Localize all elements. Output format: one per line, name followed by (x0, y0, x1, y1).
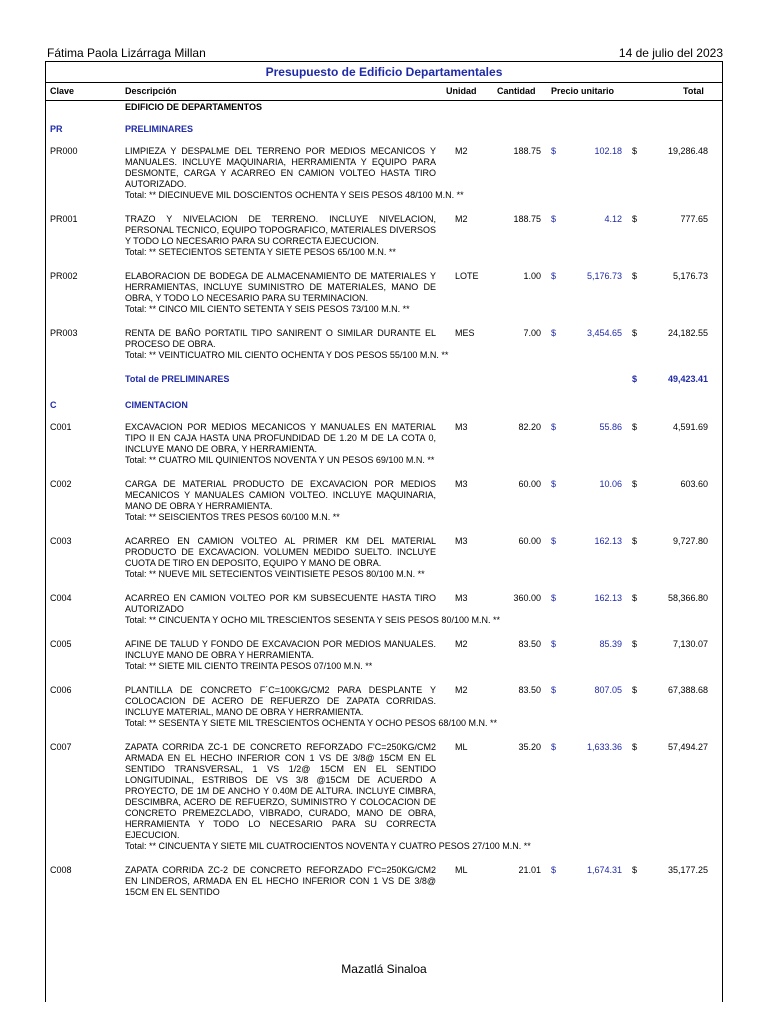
item-description: RENTA DE BAÑO PORTATIL TIPO SANIRENT O SIMILAR DURANTE EL PROCESO DE OBRA. (125, 328, 436, 349)
item-total: 24,182.55 (667, 328, 708, 338)
currency-symbol: $ (632, 742, 638, 752)
item-description: ELABORACION DE BODEGA DE ALMACENAMIENTO DE MATERIALES Y HERRAMIENTAS, INCLUYE SUMINISTRO DE MATERIALES, MANO DE OBRA, Y TODO LO NECESARIO PARA SU TERMINACION. (125, 271, 436, 303)
item-unit: ML (455, 865, 468, 875)
item-code: C007 (50, 742, 72, 752)
item-unit-price: 4.12 (604, 214, 622, 224)
item-code: C002 (50, 479, 72, 489)
item-code: PR002 (50, 271, 78, 281)
table-row (46, 479, 722, 536)
item-quantity: 82.20 (518, 422, 541, 432)
currency-symbol: $ (632, 328, 638, 338)
item-total-in-words: Total: ** SEISCIENTOS TRES PESOS 60/100 M.N. ** (125, 512, 340, 522)
document-date: 14 de julio del 2023 (618, 46, 723, 60)
item-unit: M2 (455, 214, 468, 224)
item-total: 9,727.80 (672, 536, 708, 546)
table-row (46, 865, 722, 911)
item-quantity: 83.50 (518, 685, 541, 695)
item-quantity: 188.75 (513, 146, 541, 156)
col-descripcion: Descripción (125, 86, 177, 96)
item-quantity: 83.50 (518, 639, 541, 649)
table-row (46, 422, 722, 479)
currency-symbol: $ (551, 685, 557, 695)
footer-location: Mazatlá Sinaloa (341, 962, 427, 976)
section-header-row (46, 124, 722, 146)
item-description: TRAZO Y NIVELACION DE TERRENO. INCLUYE NIVELACION, PERSONAL TECNICO, EQUIPO TOPOGRAFICO, MATERIALES DIVERSOS Y TODO LO NECESARIO PARA SU CORRECTA EJECUCION. (125, 214, 436, 246)
currency-symbol: $ (551, 146, 557, 156)
item-total-in-words: Total: ** CINCUENTA Y OCHO MIL TRESCIENTOS SESENTA Y SEIS PESOS 80/100 M.N. ** (125, 615, 500, 625)
item-code: PR000 (50, 146, 78, 156)
item-quantity: 188.75 (513, 214, 541, 224)
section-total-value: 49,423.41 (667, 374, 708, 384)
col-total: Total (683, 86, 704, 96)
currency-symbol: $ (551, 742, 557, 752)
currency-symbol: $ (632, 639, 638, 649)
currency-symbol: $ (551, 865, 557, 875)
item-total-in-words: Total: ** NUEVE MIL SETECIENTOS VEINTISIETE PESOS 80/100 M.N. ** (125, 569, 425, 579)
item-code: C006 (50, 685, 72, 695)
table-row (46, 271, 722, 328)
table-row (46, 214, 722, 271)
item-unit: LOTE (455, 271, 479, 281)
item-quantity: 360.00 (513, 593, 541, 603)
item-description: ACARREO EN CAMION VOLTEO POR KM SUBSECUENTE HASTA TIRO AUTORIZADO (125, 593, 436, 614)
currency-symbol: $ (632, 214, 638, 224)
table-row (46, 146, 722, 214)
item-quantity: 60.00 (518, 536, 541, 546)
table-row (46, 639, 722, 685)
item-unit: M2 (455, 639, 468, 649)
item-unit-price: 162.13 (594, 536, 622, 546)
currency-symbol: $ (551, 639, 557, 649)
currency-symbol: $ (632, 374, 638, 384)
item-total-in-words: Total: ** CINCO MIL CIENTO SETENTA Y SEIS PESOS 73/100 M.N. ** (125, 304, 410, 314)
item-unit-price: 1,633.36 (586, 742, 622, 752)
project-label-row (46, 102, 722, 120)
col-precio-unitario: Precio unitario (551, 86, 615, 96)
item-total: 603.60 (680, 479, 708, 489)
table-row (46, 742, 722, 865)
item-unit-price: 807.05 (594, 685, 622, 695)
item-total: 35,177.25 (667, 865, 708, 875)
item-total: 57,494.27 (667, 742, 708, 752)
col-cantidad: Cantidad (497, 86, 536, 96)
currency-symbol: $ (632, 422, 638, 432)
item-code: C003 (50, 536, 72, 546)
item-quantity: 60.00 (518, 479, 541, 489)
section-code: PR (50, 124, 63, 134)
table-body (46, 102, 722, 911)
item-code: C004 (50, 593, 72, 603)
item-quantity: 21.01 (518, 865, 541, 875)
currency-symbol: $ (632, 271, 638, 281)
currency-symbol: $ (632, 479, 638, 489)
item-unit-price: 55.86 (599, 422, 622, 432)
item-unit-price: 102.18 (594, 146, 622, 156)
item-quantity: 35.20 (518, 742, 541, 752)
item-unit: MES (455, 328, 475, 338)
item-unit: M3 (455, 593, 468, 603)
currency-symbol: $ (632, 865, 638, 875)
item-code: PR001 (50, 214, 78, 224)
item-unit-price: 85.39 (599, 639, 622, 649)
table-row (46, 328, 722, 374)
item-code: C008 (50, 865, 72, 875)
item-unit: M3 (455, 479, 468, 489)
item-unit-price: 3,454.65 (586, 328, 622, 338)
table-row (46, 593, 722, 639)
item-description: ZAPATA CORRIDA ZC-2 DE CONCRETO REFORZADO F'C=250KG/CM2 EN LINDEROS, ARMADA EN EL HECHO INFERIOR CON 1 VS DE 3/8@ 15CM EN EL SENTIDO (125, 865, 436, 897)
column-header-row (46, 82, 722, 101)
section-header-row (46, 400, 722, 422)
item-description: ZAPATA CORRIDA ZC-1 DE CONCRETO REFORZADO F'C=250KG/CM2 ARMADA EN EL HECHO INFERIOR CON 1 VS DE 3/8@ 15CM EN EL SENTIDO TRANSVERSAL, 1 VS 1/2@ 15CM EN EL SENTIDO LONGITUDINAL, ESTRIBOS DE VS 3/8 @15CM DE ACUERDO A PROYECTO, DE 1M DE ANCHO Y 0.40M DE ALTURA. INCLUYE CIMBRA, DESCIMBRA, ACERO DE REFUERZO, SUMINISTRO Y COLOCACION DE CONCRETO PREMEZCLADO, VIBRADO, CURADO, MANO DE OBRA, HERRAMIENTA Y TODO LO NECESARIO PARA SU CORRECTA EJECUCION. (125, 742, 436, 840)
currency-symbol: $ (632, 536, 638, 546)
section-name: CIMENTACION (125, 400, 188, 410)
item-code: PR003 (50, 328, 78, 338)
item-code: C005 (50, 639, 72, 649)
table-row (46, 536, 722, 593)
currency-symbol: $ (632, 593, 638, 603)
item-description: PLANTILLA DE CONCRETO F´C=100KG/CM2 PARA DESPLANTE Y COLOCACION DE ACERO DE REFUERZO DE ZAPATA CORRIDAS. INCLUYE MATERIAL, MANO DE OBRA Y HERRAMIENTA. (125, 685, 436, 717)
item-quantity: 1.00 (523, 271, 541, 281)
section-name: PRELIMINARES (125, 124, 194, 134)
item-description: EXCAVACION POR MEDIOS MECANICOS Y MANUALES EN MATERIAL TIPO II EN CAJA HASTA UNA PROFUNDIDAD DE 1.20 M DE LA COTA 0, INCLUYE MANO DE OBRA, Y HERRAMIENTA. (125, 422, 436, 454)
section-total-row (46, 374, 722, 396)
item-total-in-words: Total: ** CUATRO MIL QUINIENTOS NOVENTA Y UN PESOS 69/100 M.N. ** (125, 455, 435, 465)
item-unit-price: 10.06 (599, 479, 622, 489)
item-total: 777.65 (680, 214, 708, 224)
item-unit: ML (455, 742, 468, 752)
currency-symbol: $ (632, 685, 638, 695)
item-unit-price: 5,176.73 (586, 271, 622, 281)
item-description: ACARREO EN CAMION VOLTEO AL PRIMER KM DEL MATERIAL PRODUCTO DE EXCAVACION. VOLUMEN MEDIDO SUELTO. INCLUYE CUOTA DE TIRO EN DEPOSITO, EQUIPO Y MANO DE OBRA. (125, 536, 436, 568)
item-unit: M2 (455, 146, 468, 156)
item-description: AFINE DE TALUD Y FONDO DE EXCAVACION POR MEDIOS MANUALES. INCLUYE MANO DE OBRA Y HERRAMIENTA. (125, 639, 436, 660)
item-total-in-words: Total: ** SESENTA Y SIETE MIL TRESCIENTOS OCHENTA Y OCHO PESOS 68/100 M.N. ** (125, 718, 497, 728)
item-total: 5,176.73 (672, 271, 708, 281)
table-row (46, 685, 722, 742)
sections-container (46, 124, 722, 911)
item-unit-price: 162.13 (594, 593, 622, 603)
section-total-label: Total de PRELIMINARES (125, 374, 230, 384)
item-unit: M2 (455, 685, 468, 695)
col-unidad: Unidad (446, 86, 477, 96)
currency-symbol: $ (632, 146, 638, 156)
budget-table (45, 61, 723, 1002)
currency-symbol: $ (551, 593, 557, 603)
currency-symbol: $ (551, 214, 557, 224)
currency-symbol: $ (551, 328, 557, 338)
item-total-in-words: Total: ** SETECIENTOS SETENTA Y SIETE PESOS 65/100 M.N. ** (125, 247, 396, 257)
item-total: 58,366.80 (667, 593, 708, 603)
item-total: 4,591.69 (672, 422, 708, 432)
project-label: EDIFICIO DE DEPARTAMENTOS (125, 102, 263, 112)
col-clave: Clave (50, 86, 75, 96)
item-total: 7,130.07 (672, 639, 708, 649)
item-quantity: 7.00 (523, 328, 541, 338)
item-description: LIMPIEZA Y DESPALME DEL TERRENO POR MEDIOS MECANICOS Y MANUALES. INCLUYE MAQUINARIA, HERRAMIENTA Y EQUIPO PARA DESMONTE, CARGA Y ACARREO EN CAMION VOLTEO HASTA TIRO AUTORIZADO. (125, 146, 436, 189)
author-name: Fátima Paola Lizárraga Millan (47, 46, 206, 60)
item-code: C001 (50, 422, 72, 432)
currency-symbol: $ (551, 271, 557, 281)
currency-symbol: $ (551, 422, 557, 432)
item-total: 67,388.68 (667, 685, 708, 695)
item-total-in-words: Total: ** CINCUENTA Y SIETE MIL CUATROCIENTOS NOVENTA Y CUATRO PESOS 27/100 M.N. ** (125, 841, 531, 851)
item-description: CARGA DE MATERIAL PRODUCTO DE EXCAVACION POR MEDIOS MECANICOS Y MANUALES CAMION VOLTEO. INCLUYE MAQUINARIA, MANO DE OBRA Y HERRAMIENTA. (125, 479, 436, 511)
item-unit: M3 (455, 536, 468, 546)
item-unit: M3 (455, 422, 468, 432)
item-total-in-words: Total: ** VEINTICUATRO MIL CIENTO OCHENTA Y DOS PESOS 55/100 M.N. ** (125, 350, 449, 360)
currency-symbol: $ (551, 536, 557, 546)
section-code: C (50, 400, 57, 410)
currency-symbol: $ (551, 479, 557, 489)
item-total-in-words: Total: ** SIETE MIL CIENTO TREINTA PESOS 07/100 M.N. ** (125, 661, 373, 671)
item-total-in-words: Total: ** DIECINUEVE MIL DOSCIENTOS OCHENTA Y SEIS PESOS 48/100 M.N. ** (125, 190, 464, 200)
document-title: Presupuesto de Edificio Departamentales (265, 65, 503, 79)
item-total: 19,286.48 (667, 146, 708, 156)
item-unit-price: 1,674.31 (586, 865, 622, 875)
